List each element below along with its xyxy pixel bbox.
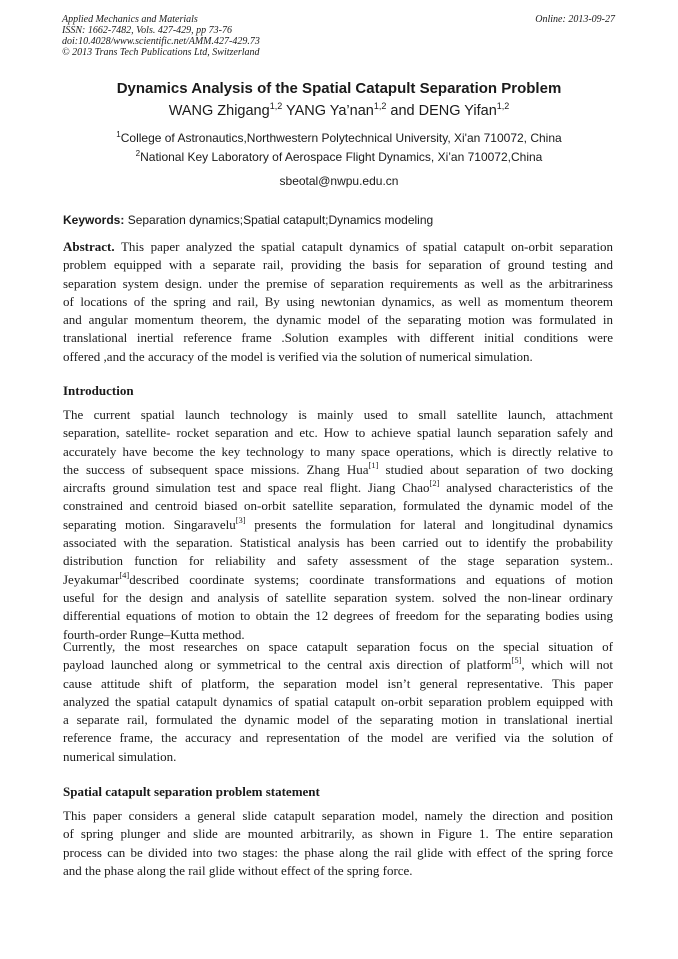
keywords-label: Keywords: bbox=[63, 213, 125, 227]
text-line: The current spatial launch technology is mainly used to small satellite launch, attachment bbox=[63, 407, 613, 422]
affiliation-text: College of Astronautics,Northwestern Polytechnical University, Xi'an 710072, China bbox=[120, 131, 562, 145]
abstract bbox=[63, 238, 613, 366]
introduction-paragraph bbox=[63, 406, 613, 644]
text-line: reference frame, the accuracy and representation of the model are verified via the solution of bbox=[63, 730, 613, 746]
text-line: Jeyakumar[4]described coordinate systems; coordinate transformations and equations of motion bbox=[63, 569, 613, 587]
text-line: the success of subsequent space missions. Zhang Hua[1] studied about separation of two docking bbox=[63, 459, 613, 477]
journal-copyright: © 2013 Trans Tech Publications Ltd, Switzerland bbox=[62, 47, 260, 58]
author-list bbox=[0, 102, 678, 120]
text-line: fourth-order Runge–Kutta method. bbox=[63, 626, 245, 642]
text-line: associated with the separation. Statistical analysis has been carried out to identify the probability bbox=[63, 535, 613, 551]
section-heading-introduction: Introduction bbox=[63, 383, 134, 398]
abstract-line: problem equipped with a separate rail, providing the basis for separation of ground testing and bbox=[63, 257, 613, 273]
affiliation-2 bbox=[0, 150, 678, 165]
text-line: separating motion. Singaravelu[3] presents the formulation for lateral and longitudinal dynamics bbox=[63, 514, 613, 532]
text-line: of spring plunger and slide are mounted arbitrarily, as shown in Figure 1. The entire separation bbox=[63, 826, 613, 842]
author-name: DENG Yifan bbox=[418, 103, 497, 119]
affiliation-text: National Key Laboratory of Aerospace Flight Dynamics, Xi’an 710072,China bbox=[140, 150, 543, 164]
author-affiliation-mark: 1,2 bbox=[269, 101, 283, 111]
citation-mark: [1] bbox=[368, 459, 379, 470]
text-line: a separate rail, formulated the dynamic model of the separating motion in translational inertial bbox=[63, 712, 613, 728]
text-line: This paper considers a general slide catapult separation model, namely the direction and position bbox=[63, 808, 613, 823]
keywords bbox=[63, 213, 433, 228]
abstract-line: of locations of the spring and rail, By using newtonian dynamics, as well as momentum theorem bbox=[63, 293, 613, 309]
abstract-line: offered ,and the accuracy of the model is verified via the solution of numerical simulation. bbox=[63, 348, 533, 364]
journal-name: Applied Mechanics and Materials bbox=[62, 14, 198, 25]
problem-statement-paragraph bbox=[63, 807, 613, 880]
journal-issn: ISSN: 1662-7482, Vols. 427-429, pp 73-76 bbox=[62, 25, 232, 36]
abstract-line: translational inertial reference frame .Solution examples with different initial conditions were bbox=[63, 330, 613, 346]
author-affiliation-mark: 1,2 bbox=[496, 101, 510, 111]
citation-mark: [4] bbox=[119, 569, 130, 580]
affiliation-mark: 1 bbox=[116, 130, 121, 139]
text-line: analyzed the spatial catapult dynamics of spatial catapult on-orbit separation problem equipped with bbox=[63, 693, 613, 709]
text-line: useful for the design and analysis of satellite separation system. solved the non-linear ordinary bbox=[63, 589, 613, 605]
text-line: process can be divided into two stages: the phase along the rail glide with effect of the spring force bbox=[63, 844, 613, 860]
text-line: separation, satellite- rocket separation and etc. How to achieve spatial launch separation safely and bbox=[63, 425, 613, 441]
text-line: aircrafts ground simulation test and space real flight. Jiang Chao[2] analysed characteristics of the bbox=[63, 478, 613, 496]
introduction-paragraph bbox=[63, 638, 613, 766]
citation-mark: [5] bbox=[511, 655, 522, 666]
text-line: numerical simulation. bbox=[63, 748, 177, 764]
section-heading-problem-statement: Spatial catapult separation problem statement bbox=[63, 784, 320, 799]
journal-header bbox=[62, 14, 260, 58]
author-name: WANG Zhigang bbox=[168, 103, 270, 119]
abstract-line: Abstract. This paper analyzed the spatial catapult dynamics of spatial catapult on-orbit separation bbox=[63, 239, 613, 254]
text-line: constrained and centroid biased on-orbit satellite separation, formulated the dynamic model of the bbox=[63, 498, 613, 514]
affiliation-1 bbox=[0, 131, 678, 146]
text-line: and the phase along the rail glide without effect of the spring force. bbox=[63, 862, 413, 878]
text-line: Currently, the most researches on space catapult separation focus on the special situation of bbox=[63, 639, 613, 654]
text-line: cause attitude shift of platform, the separation model isn’t general representative. This paper bbox=[63, 675, 613, 691]
author-separator: and bbox=[386, 103, 419, 119]
online-date: Online: 2013-09-27 bbox=[535, 14, 615, 25]
paper-title: Dynamics Analysis of the Spatial Catapult Separation Problem bbox=[116, 80, 562, 97]
journal-doi: doi:10.4028/www.scientific.net/AMM.427-429.73 bbox=[62, 36, 260, 47]
citation-mark: [2] bbox=[429, 478, 440, 489]
text-line: payload launched along or symmetrical to the central axis direction of platform[5], which will not bbox=[63, 655, 613, 673]
abstract-line: separation system design. under the premise of separation requirements as well as the arbitrariness bbox=[63, 275, 613, 291]
author-email: sbeotal@nwpu.edu.cn bbox=[279, 174, 399, 188]
affiliation-mark: 2 bbox=[135, 149, 141, 158]
keywords-text: Separation dynamics;Spatial catapult;Dynamics modeling bbox=[127, 213, 434, 227]
text-line: accurately have become the key technology to many space operations, which is directly relative to bbox=[63, 443, 613, 459]
citation-mark: [3] bbox=[235, 514, 246, 525]
author-affiliation-mark: 1,2 bbox=[373, 101, 387, 111]
text-line: distribution function for reliability and safety assessment of the stage separation system.. bbox=[63, 553, 613, 569]
abstract-line: and angular momentum theorem, the dynamic model of the separating motion was formulated in bbox=[63, 312, 613, 328]
text-line: differential equations of motion to obtain the 12 degrees of freedom for the separating bodies using bbox=[63, 608, 613, 624]
abstract-label: Abstract. bbox=[63, 239, 115, 254]
author-name: YANG Ya’nan bbox=[285, 103, 374, 119]
